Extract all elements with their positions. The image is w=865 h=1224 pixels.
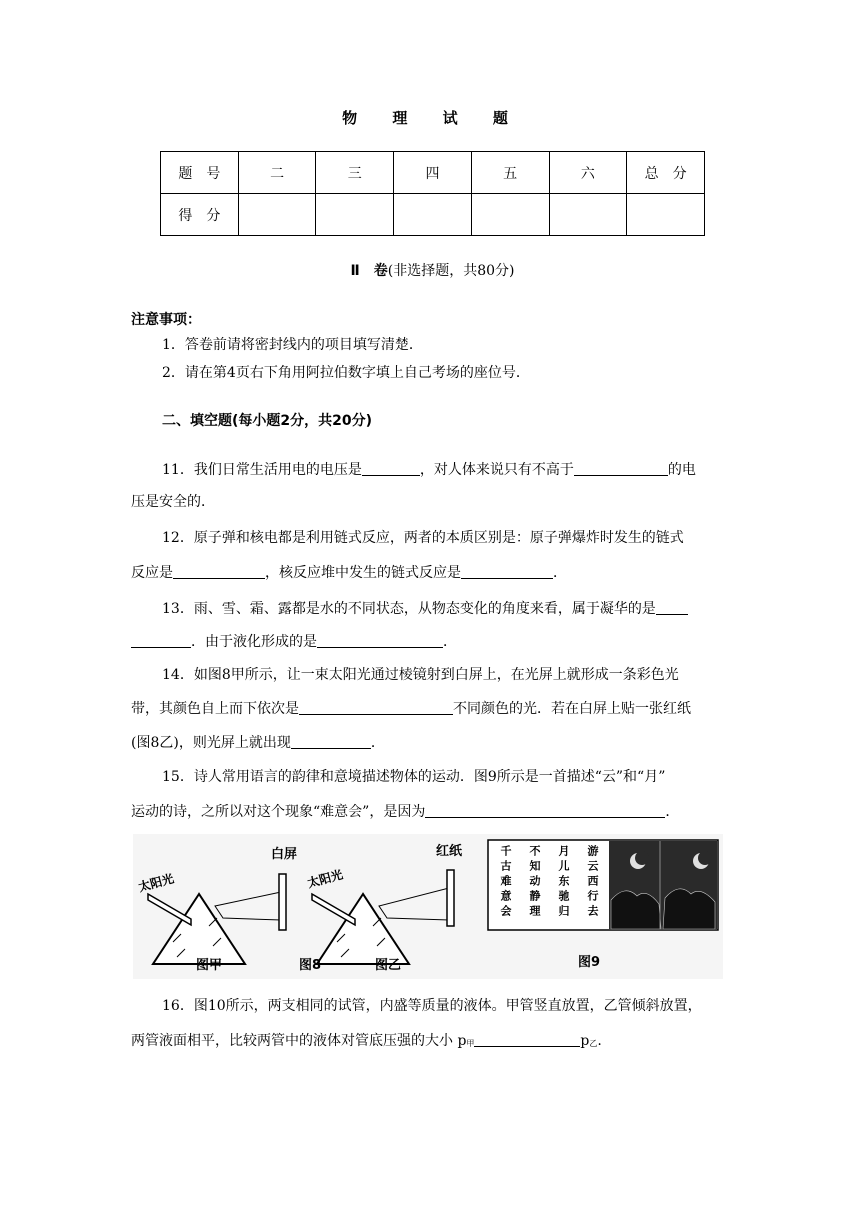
poem-text	[497, 845, 607, 927]
score-cell-header: 二	[238, 152, 316, 194]
paper-subtitle	[0, 260, 865, 280]
question-14-line2: 带，其颜色自上而下依次是 不同颜色的光．若在白屏上贴一张红纸	[131, 701, 691, 717]
answer-blank[interactable]	[656, 600, 688, 615]
score-cell-empty[interactable]	[627, 194, 705, 236]
score-table-score-row	[161, 194, 705, 236]
score-cell-empty[interactable]	[549, 194, 627, 236]
note-item: 1．答卷前请将密封线内的项目填写清楚．	[162, 337, 423, 353]
question-13-line2: ．由于液化形成的是 ．	[131, 631, 457, 651]
note-item: 2．请在第4页右下角用阿拉伯数字填上自己考场的座位号．	[162, 365, 530, 381]
question-11-line2: 压是安全的．	[131, 494, 215, 510]
score-cell-header: 三	[316, 152, 394, 194]
answer-blank[interactable]	[574, 461, 668, 476]
figure-caption-9: 图9	[578, 955, 601, 970]
question-12-line2: 反应是 ，核反应堆中发生的链式反应是 ．	[131, 565, 567, 581]
answer-blank[interactable]	[425, 803, 665, 818]
poem-column: 千古难意会	[499, 845, 512, 920]
white-screen-label: 白屏	[271, 847, 298, 862]
score-cell-empty[interactable]	[238, 194, 316, 236]
score-cell-empty[interactable]	[316, 194, 394, 236]
white-screen-icon	[279, 874, 286, 930]
question-15-line1: 15．诗人常用语言的韵律和意境描述物体的运动．图9所示是一首描述“云”和“月”	[162, 769, 666, 785]
question-13-line1: 13．雨、雪、霜、露都是水的不同状态，从物态变化的角度来看，属于凝华的是	[162, 598, 688, 618]
answer-blank[interactable]	[131, 633, 191, 648]
sunlight-label: 太阳光	[305, 867, 345, 891]
score-table-header-row	[161, 152, 705, 194]
question-16-line2: 两管液面相平，比较两管中的液体对管底压强的大小 p甲 p乙.	[131, 1033, 602, 1049]
figure-caption-8: 图8	[299, 958, 322, 973]
question-12-line1: 12．原子弹和核电都是利用链式反应，两者的本质区别是：原子弹爆炸时发生的链式	[162, 530, 684, 546]
question-16-line1: 16．图10所示，两支相同的试管，内盛等质量的液体。甲管竖直放置，乙管倾斜放置，	[162, 998, 702, 1014]
score-cell-label: 得 分	[161, 194, 239, 236]
score-cell-header: 四	[394, 152, 472, 194]
mountain-icon	[663, 889, 715, 929]
notes-heading: 注意事项：	[131, 312, 201, 328]
score-cell-header: 六	[549, 152, 627, 194]
score-cell-empty[interactable]	[394, 194, 472, 236]
section-heading: 二、填空题(每小题2分，共20分)	[162, 413, 373, 429]
question-14-line3: (图8乙)，则光屏上就出现 ．	[131, 735, 385, 751]
answer-blank[interactable]	[291, 734, 371, 749]
question-11-line1: 11．我们日常生活用电的电压是 ，对人体来说只有不高于 的电	[162, 462, 696, 478]
figure-caption-jia: 图甲	[196, 958, 223, 973]
answer-blank[interactable]	[362, 461, 420, 476]
answer-blank[interactable]	[299, 700, 453, 715]
score-table	[160, 151, 705, 236]
subtitle-roman: Ⅱ 卷	[350, 263, 388, 279]
question-14-line1: 14．如图8甲所示，让一束太阳光通过棱镜射到白屏上，在光屏上就形成一条彩色光	[162, 667, 679, 683]
red-paper-label: 红纸	[436, 844, 463, 859]
score-cell-label: 题 号	[161, 152, 239, 194]
question-15-line2: 运动的诗，之所以对这个现象“难意会”，是因为 ．	[131, 804, 680, 820]
figure-caption-yi: 图乙	[375, 958, 402, 973]
answer-blank[interactable]	[474, 1032, 580, 1047]
answer-blank[interactable]	[173, 564, 265, 579]
subtitle-rest: (非选择题，共80分)	[387, 263, 515, 279]
answer-blank[interactable]	[317, 633, 443, 648]
score-cell-total: 总 分	[627, 152, 705, 194]
poem-column: 游云西行去	[586, 845, 599, 920]
poem-column: 月儿东驰归	[557, 845, 570, 920]
sunlight-label: 太阳光	[136, 871, 176, 895]
score-cell-empty[interactable]	[471, 194, 549, 236]
page-title: 物 理 试 题	[342, 109, 523, 127]
poem-column: 不知动静理	[528, 845, 541, 920]
red-paper-screen-icon	[447, 870, 454, 926]
answer-blank[interactable]	[461, 564, 553, 579]
score-cell-header: 五	[471, 152, 549, 194]
